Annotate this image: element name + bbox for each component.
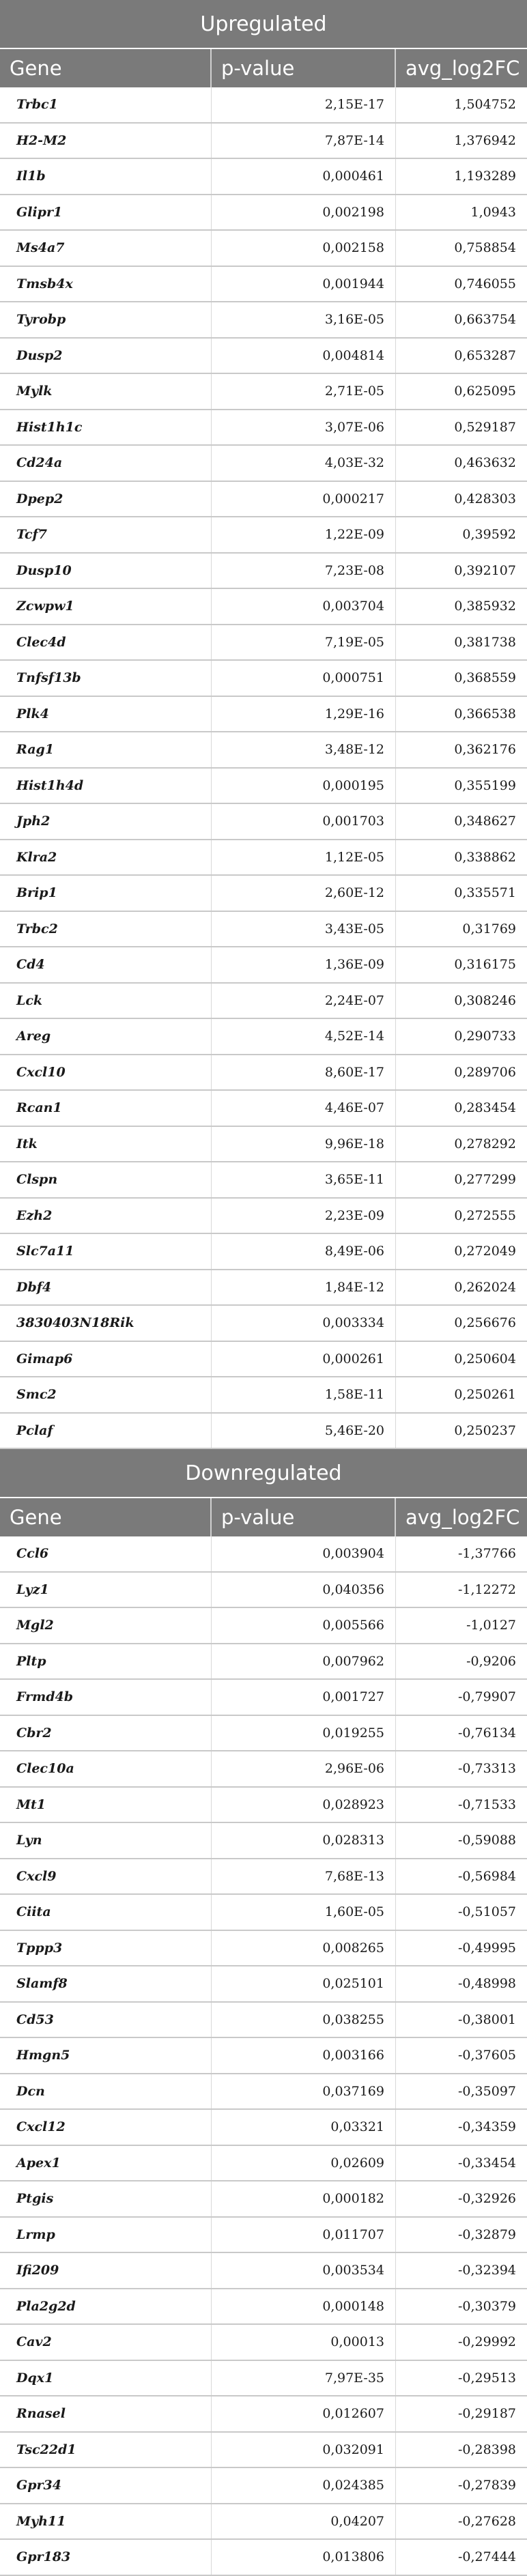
gene-cell: Hist1h1c (0, 410, 212, 445)
pvalue-cell: 1,29E-16 (212, 697, 396, 732)
table-row (0, 2003, 527, 2039)
pvalue-cell: 0,03321 (212, 2110, 396, 2145)
table-row (0, 2181, 527, 2218)
gene-cell: Ciita (0, 1895, 212, 1930)
fc-cell: -0,56984 (458, 1868, 516, 1884)
table-row (0, 2396, 527, 2433)
fc-cell: -1,0127 (466, 1618, 516, 1633)
table-row (0, 267, 527, 303)
gene-cell: Lyz1 (0, 1573, 212, 1607)
fc-cell: 0,272049 (454, 1244, 516, 1259)
fc-cell: 0,463632 (454, 455, 516, 471)
table-row (0, 1859, 527, 1895)
pvalue-cell: 1,12E-05 (212, 840, 396, 875)
table-row (0, 1788, 527, 1824)
table-row (0, 1127, 527, 1163)
fc-cell: 0,385932 (454, 599, 516, 614)
fc-cell: -0,34359 (458, 2119, 516, 2135)
table-row (0, 124, 527, 160)
fc-cell: 0,250237 (454, 1422, 516, 1438)
table-row (0, 2289, 527, 2325)
gene-cell: Zcwpw1 (0, 589, 212, 624)
table-row (0, 2468, 527, 2504)
pvalue-cell: 0,012607 (212, 2396, 396, 2431)
pvalue-cell: 0,019255 (212, 1716, 396, 1751)
pvalue-cell: 0,011707 (212, 2218, 396, 2252)
gene-cell: Smc2 (0, 1377, 212, 1412)
fc-cell: 0,381738 (454, 634, 516, 650)
fc-cell: 0,283454 (454, 1100, 516, 1116)
table-row (0, 947, 527, 984)
pvalue-cell: 3,48E-12 (212, 732, 396, 767)
pvalue-cell: 4,46E-07 (212, 1091, 396, 1126)
table-row (0, 446, 527, 482)
pvalue-cell: 0,000751 (212, 661, 396, 696)
fc-cell: 0,746055 (454, 276, 516, 291)
pvalue-cell: 3,07E-06 (212, 410, 396, 445)
table-row (0, 697, 527, 733)
fc-cell: 0,338862 (454, 849, 516, 865)
fc-cell: 0,392107 (454, 562, 516, 578)
pvalue-cell: 7,23E-08 (212, 554, 396, 588)
table-row (0, 482, 527, 518)
pvalue-cell: 3,65E-11 (212, 1162, 396, 1197)
pvalue-cell: 0,007962 (212, 1644, 396, 1679)
gene-cell: Mt1 (0, 1788, 212, 1822)
fc-cell: -1,12272 (458, 1582, 516, 1597)
gene-cell: Tyrobp (0, 302, 212, 337)
pvalue-cell: 7,68E-13 (212, 1859, 396, 1894)
pvalue-cell: 0,032091 (212, 2433, 396, 2467)
pvalue-cell: 0,003534 (212, 2253, 396, 2288)
fc-cell: -0,73313 (458, 1761, 516, 1777)
gene-cell: Brip1 (0, 876, 212, 911)
fc-column-header: avg_log2FC (405, 57, 520, 80)
fc-cell: -0,29992 (458, 2334, 516, 2350)
gene-cell: Dusp2 (0, 339, 212, 373)
table-row (0, 1162, 527, 1199)
gene-cell: Tsc22d1 (0, 2433, 212, 2467)
fc-cell: 0,289706 (454, 1064, 516, 1080)
gene-cell: Clec4d (0, 625, 212, 660)
table-row (0, 769, 527, 805)
fc-cell: 0,428303 (454, 491, 516, 506)
fc-cell: -0,30379 (458, 2298, 516, 2314)
pvalue-cell: 0,000217 (212, 482, 396, 517)
fc-cell: 0,308246 (454, 992, 516, 1008)
gene-cell: Areg (0, 1019, 212, 1054)
fc-cell: 0,366538 (454, 706, 516, 721)
gene-cell: Slc7a11 (0, 1234, 212, 1269)
table-row (0, 1234, 527, 1270)
fc-cell: -0,76134 (458, 1725, 516, 1741)
fc-cell: -0,49995 (458, 1940, 516, 1956)
table-row (0, 87, 527, 124)
gene-cell: Gimap6 (0, 1342, 212, 1377)
fc-cell: -0,37605 (458, 2048, 516, 2063)
pvalue-cell: 0,040356 (212, 1573, 396, 1607)
table-row (0, 1377, 527, 1414)
table-row (0, 1573, 527, 1609)
pvalue-cell: 0,003334 (212, 1306, 396, 1341)
fc-cell: -0,32394 (458, 2263, 516, 2278)
upregulated-rows (0, 87, 527, 1449)
table-row (0, 912, 527, 948)
pvalue-cell: 2,60E-12 (212, 876, 396, 911)
table-row (0, 1091, 527, 1127)
fc-cell: 0,316175 (454, 957, 516, 973)
downregulated-table (0, 1449, 527, 2576)
pvalue-cell: 8,49E-06 (212, 1234, 396, 1269)
fc-cell: 0,663754 (454, 312, 516, 328)
pvalue-cell: 3,43E-05 (212, 912, 396, 947)
pvalue-cell: 2,71E-05 (212, 374, 396, 409)
gene-cell: Jph2 (0, 804, 212, 839)
pvalue-cell: 8,60E-17 (212, 1055, 396, 1090)
pvalue-cell: 0,000261 (212, 1342, 396, 1377)
gene-cell: Cd24a (0, 446, 212, 481)
fc-cell: 0,277299 (454, 1172, 516, 1188)
fc-cell: -0,28398 (458, 2442, 516, 2457)
fc-cell: 0,256676 (454, 1315, 516, 1331)
fc-cell: -0,38001 (458, 2012, 516, 2027)
pvalue-cell: 0,000182 (212, 2181, 396, 2216)
gene-cell: Mgl2 (0, 1608, 212, 1643)
table-row (0, 1270, 527, 1306)
gene-cell: Glipr1 (0, 195, 212, 230)
table-row (0, 1680, 527, 1716)
pvalue-cell: 0,02609 (212, 2146, 396, 2181)
gene-cell: Hmgn5 (0, 2038, 212, 2073)
fc-cell: 0,348627 (454, 814, 516, 829)
gene-cell: Cbr2 (0, 1716, 212, 1751)
gene-cell: Plk4 (0, 697, 212, 732)
fc-cell: 0,653287 (454, 347, 516, 363)
gene-cell: Cd53 (0, 2003, 212, 2037)
table-row (0, 159, 527, 195)
table-row (0, 2146, 527, 2182)
table-row (0, 2253, 527, 2289)
pvalue-cell: 2,15E-17 (212, 87, 396, 122)
pvalue-cell: 0,013806 (212, 2540, 396, 2575)
table-row (0, 1823, 527, 1859)
gene-cell: Cav2 (0, 2325, 212, 2360)
fc-cell: 0,262024 (454, 1279, 516, 1295)
table-row (0, 1342, 527, 1378)
gene-cell: Cxcl9 (0, 1859, 212, 1894)
table-row (0, 661, 527, 697)
gene-cell: Cxcl10 (0, 1055, 212, 1090)
pvalue-cell: 7,97E-35 (212, 2361, 396, 2396)
table-row (0, 339, 527, 375)
fc-cell: 1,504752 (454, 97, 516, 113)
table-row (0, 374, 527, 410)
fc-cell: -0,32879 (458, 2227, 516, 2242)
table-row (0, 1414, 527, 1450)
fc-column-header: avg_log2FC (405, 1506, 520, 1529)
gene-cell: Ccl6 (0, 1536, 212, 1571)
table-row (0, 1895, 527, 1931)
gene-cell: Dbf4 (0, 1270, 212, 1305)
pvalue-column-header: p-value (212, 1498, 396, 1536)
fc-cell: 0,31769 (462, 921, 516, 936)
pvalue-cell: 0,028923 (212, 1788, 396, 1822)
table-row (0, 195, 527, 231)
gene-cell: Ms4a7 (0, 231, 212, 266)
pvalue-cell: 0,037169 (212, 2074, 396, 2109)
pvalue-cell: 7,87E-14 (212, 124, 396, 158)
gene-cell: H2-M2 (0, 124, 212, 158)
table-row (0, 2074, 527, 2110)
table-row (0, 2361, 527, 2397)
fc-cell: -0,27839 (458, 2478, 516, 2493)
pvalue-cell: 0,00013 (212, 2325, 396, 2360)
pvalue-cell: 0,003166 (212, 2038, 396, 2073)
downregulated-title: Downregulated (0, 1449, 527, 1498)
pvalue-cell: 0,002158 (212, 231, 396, 266)
gene-cell: Trbc2 (0, 912, 212, 947)
gene-cell: Ptgis (0, 2181, 212, 2216)
gene-cell: Lck (0, 984, 212, 1018)
table-row (0, 589, 527, 625)
pvalue-cell: 2,24E-07 (212, 984, 396, 1018)
gene-cell: Pclaf (0, 1414, 212, 1448)
table-row (0, 2433, 527, 2469)
table-row (0, 625, 527, 661)
table-row (0, 1055, 527, 1091)
pvalue-cell: 0,001703 (212, 804, 396, 839)
table-row (0, 804, 527, 840)
pvalue-cell: 3,16E-05 (212, 302, 396, 337)
fc-cell: -0,29513 (458, 2370, 516, 2386)
pvalue-cell: 0,008265 (212, 1931, 396, 1966)
pvalue-cell: 0,005566 (212, 1608, 396, 1643)
upregulated-column-headers (0, 49, 527, 87)
gene-cell: Tppp3 (0, 1931, 212, 1966)
gene-cell: Gpr34 (0, 2468, 212, 2503)
gene-cell: Slamf8 (0, 1966, 212, 2001)
pvalue-cell: 0,04207 (212, 2504, 396, 2539)
table-row (0, 984, 527, 1020)
gene-cell: Mylk (0, 374, 212, 409)
pvalue-cell: 0,001727 (212, 1680, 396, 1715)
fc-cell: -0,27444 (458, 2549, 516, 2565)
gene-cell: Clspn (0, 1162, 212, 1197)
pvalue-cell: 5,46E-20 (212, 1414, 396, 1448)
gene-cell: Dcn (0, 2074, 212, 2109)
pvalue-cell: 7,19E-05 (212, 625, 396, 660)
fc-cell: 0,250261 (454, 1387, 516, 1403)
pvalue-cell: 0,000195 (212, 769, 396, 803)
table-row (0, 554, 527, 590)
pvalue-cell: 0,025101 (212, 1966, 396, 2001)
gene-cell: Pla2g2d (0, 2289, 212, 2324)
table-row (0, 2540, 527, 2576)
table-row (0, 517, 527, 554)
fc-cell: 1,0943 (470, 204, 516, 220)
gene-cell: Rcan1 (0, 1091, 212, 1126)
gene-cell: Cd4 (0, 947, 212, 982)
fc-cell: 0,278292 (454, 1136, 516, 1151)
gene-cell: Itk (0, 1127, 212, 1162)
fc-cell: 1,193289 (454, 169, 516, 184)
table-row (0, 1716, 527, 1752)
pvalue-cell: 0,003704 (212, 589, 396, 624)
fc-cell: 0,625095 (454, 384, 516, 399)
gene-cell: Klra2 (0, 840, 212, 875)
fc-cell: -0,29187 (458, 2406, 516, 2422)
gene-cell: Lyn (0, 1823, 212, 1858)
fc-cell: -0,79907 (458, 1689, 516, 1705)
table-row (0, 1199, 527, 1235)
table-row (0, 732, 527, 769)
gene-cell: 3830403N18Rik (0, 1306, 212, 1341)
downregulated-rows (0, 1536, 527, 2576)
fc-cell: -1,37766 (458, 1546, 516, 1562)
fc-cell: -0,9206 (466, 1653, 516, 1669)
gene-cell: Il1b (0, 159, 212, 194)
gene-cell: Apex1 (0, 2146, 212, 2181)
fc-cell: -0,48998 (458, 1976, 516, 1992)
gene-cell: Lrmp (0, 2218, 212, 2252)
fc-cell: 0,335571 (454, 885, 516, 901)
pvalue-cell: 0,000461 (212, 159, 396, 194)
table-row (0, 1966, 527, 2003)
table-row (0, 231, 527, 267)
upregulated-title: Upregulated (0, 0, 527, 49)
gene-column-header: Gene (0, 1498, 212, 1536)
gene-cell: Clec10a (0, 1751, 212, 1786)
gene-cell: Frmd4b (0, 1680, 212, 1715)
table-row (0, 1536, 527, 1573)
gene-cell: Dusp10 (0, 554, 212, 588)
pvalue-cell: 1,36E-09 (212, 947, 396, 982)
pvalue-cell: 0,038255 (212, 2003, 396, 2037)
table-row (0, 1751, 527, 1788)
pvalue-cell: 4,52E-14 (212, 1019, 396, 1054)
gene-cell: Dpep2 (0, 482, 212, 517)
gene-cell: Myh11 (0, 2504, 212, 2539)
pvalue-cell: 2,96E-06 (212, 1751, 396, 1786)
table-row (0, 2038, 527, 2074)
pvalue-cell: 1,22E-09 (212, 517, 396, 552)
fc-cell: 0,355199 (454, 777, 516, 793)
fc-cell: -0,59088 (458, 1833, 516, 1848)
table-row (0, 2218, 527, 2254)
gene-cell: Ifi209 (0, 2253, 212, 2288)
fc-cell: -0,51057 (458, 1904, 516, 1920)
table-row (0, 1644, 527, 1680)
downregulated-column-headers (0, 1498, 527, 1536)
gene-cell: Trbc1 (0, 87, 212, 122)
pvalue-cell: 1,58E-11 (212, 1377, 396, 1412)
table-row (0, 840, 527, 876)
gene-cell: Tcf7 (0, 517, 212, 552)
fc-cell: 0,368559 (454, 670, 516, 686)
fc-cell: 0,362176 (454, 742, 516, 758)
fc-cell: -0,35097 (458, 2083, 516, 2099)
pvalue-cell: 0,002198 (212, 195, 396, 230)
fc-cell: 0,290733 (454, 1029, 516, 1044)
gene-cell: Dqx1 (0, 2361, 212, 2396)
pvalue-cell: 0,028313 (212, 1823, 396, 1858)
pvalue-cell: 9,96E-18 (212, 1127, 396, 1162)
fc-cell: 0,272555 (454, 1207, 516, 1223)
fc-cell: 0,758854 (454, 240, 516, 256)
gene-cell: Hist1h4d (0, 769, 212, 803)
pvalue-cell: 1,60E-05 (212, 1895, 396, 1930)
gene-column-header: Gene (0, 49, 212, 87)
table-row (0, 410, 527, 446)
fc-cell: 1,376942 (454, 132, 516, 148)
fc-cell: -0,27628 (458, 2513, 516, 2529)
fc-cell: -0,71533 (458, 1797, 516, 1812)
table-row (0, 2325, 527, 2361)
pvalue-cell: 0,001944 (212, 267, 396, 302)
gene-cell: Gpr183 (0, 2540, 212, 2575)
table-row (0, 2504, 527, 2541)
fc-cell: 0,529187 (454, 419, 516, 435)
gene-cell: Pltp (0, 1644, 212, 1679)
gene-cell: Rag1 (0, 732, 212, 767)
table-row (0, 302, 527, 339)
table-row (0, 1019, 527, 1055)
table-row (0, 876, 527, 912)
fc-cell: -0,32926 (458, 2191, 516, 2207)
table-row (0, 2110, 527, 2146)
gene-cell: Cxcl12 (0, 2110, 212, 2145)
pvalue-cell: 1,84E-12 (212, 1270, 396, 1305)
pvalue-cell: 2,23E-09 (212, 1199, 396, 1233)
table-row (0, 1306, 527, 1342)
gene-cell: Tmsb4x (0, 267, 212, 302)
gene-cell: Ezh2 (0, 1199, 212, 1233)
pvalue-cell: 0,000148 (212, 2289, 396, 2324)
pvalue-cell: 0,024385 (212, 2468, 396, 2503)
pvalue-cell: 0,003904 (212, 1536, 396, 1571)
fc-cell: 0,250604 (454, 1351, 516, 1366)
table-row (0, 1608, 527, 1644)
fc-cell: 0,39592 (462, 527, 516, 543)
pvalue-cell: 4,03E-32 (212, 446, 396, 481)
fc-cell: -0,33454 (458, 2155, 516, 2171)
pvalue-column-header: p-value (212, 49, 396, 87)
gene-cell: Rnasel (0, 2396, 212, 2431)
pvalue-cell: 0,004814 (212, 339, 396, 373)
gene-cell: Tnfsf13b (0, 661, 212, 696)
table-row (0, 1931, 527, 1967)
